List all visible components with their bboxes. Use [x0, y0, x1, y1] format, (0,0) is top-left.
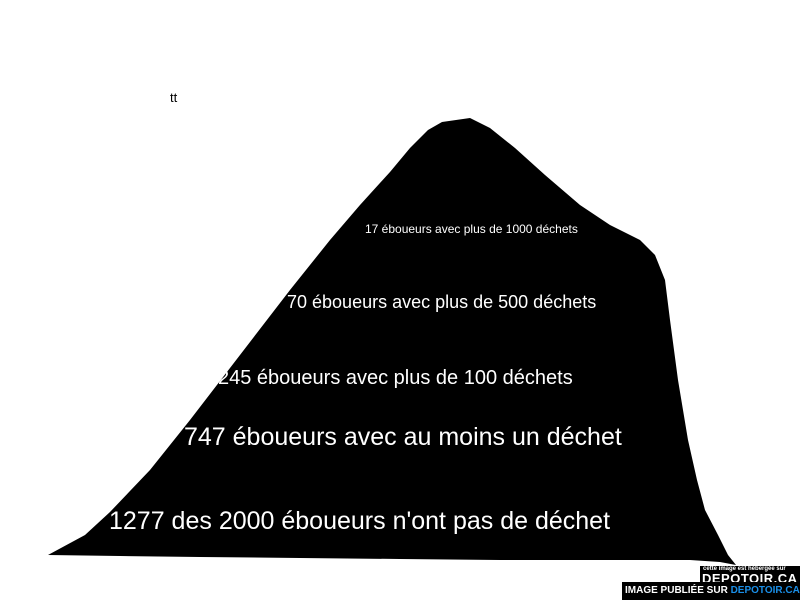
tier-label-1: 17 éboueurs avec plus de 1000 déchets [365, 222, 578, 236]
tier-label-2: 70 éboueurs avec plus de 500 déchets [287, 292, 597, 312]
watermark-hosted-text: cette image est hébergée sur [703, 566, 786, 572]
mountain-silhouette [48, 118, 736, 565]
watermark-site-link[interactable]: DEPOTOIR.CA [730, 585, 800, 596]
corner-mark-text: tt [170, 90, 178, 105]
watermark-published-prefix: IMAGE PUBLIÉE SUR [625, 585, 731, 596]
watermark-logo [700, 566, 800, 582]
watermark-published-bar [622, 582, 800, 600]
tier-label-4: 747 éboueurs avec au moins un déchet [184, 423, 622, 451]
host-watermark[interactable] [622, 566, 800, 600]
watermark-brand-text: DEPOTOIR.CA [702, 571, 798, 582]
tier-label-5: 1277 des 2000 éboueurs n'ont pas de déchet [109, 507, 611, 535]
tier-label-3: 245 éboueurs avec plus de 100 déchets [218, 367, 573, 389]
